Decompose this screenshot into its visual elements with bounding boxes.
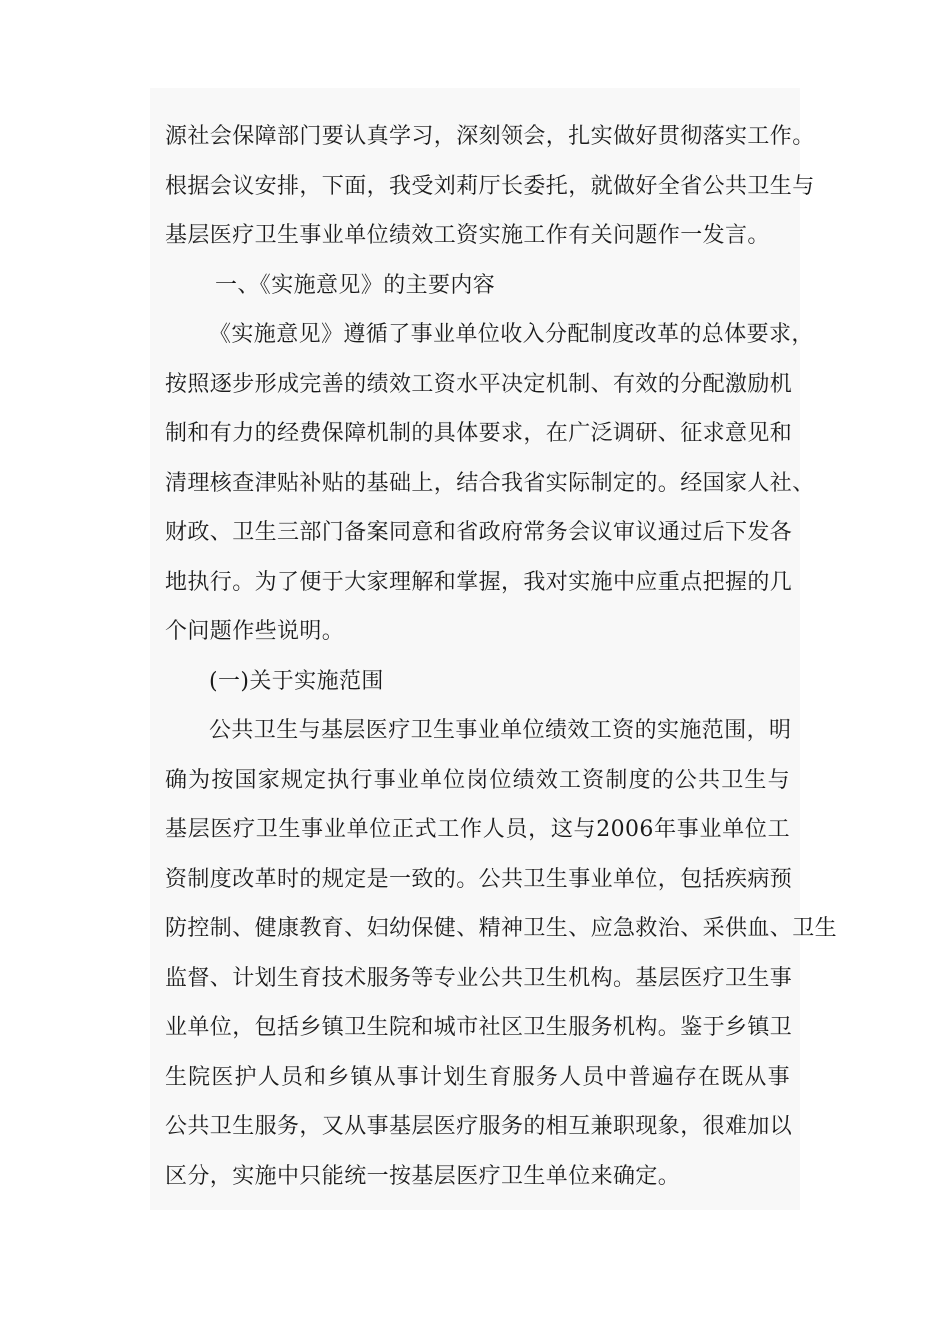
paragraph-line: 根据会议安排，下面，我受刘莉厅长委托，就做好全省公共卫生与	[165, 173, 815, 199]
paragraph-line: 制和有力的经费保障机制的具体要求，在广泛调研、征求意见和	[165, 421, 793, 446]
paragraph-line: 清理核查津贴补贴的基础上，结合我省实际制定的。经国家人社、	[165, 470, 815, 496]
paragraph-line: 《实施意见》遵循了事业单位收入分配制度改革的总体要求，	[209, 322, 814, 347]
paragraph-line: 生院医护人员和乡镇从事计划生育服务人员中普遍存在既从事	[165, 1064, 790, 1090]
paragraph-line: 确为按国家规定执行事业单位岗位绩效工资制度的公共卫生与	[165, 767, 790, 793]
paragraph-line: 公共卫生服务，又从事基层医疗服务的相互兼职现象，很难加以	[165, 1114, 793, 1139]
document-body	[165, 112, 838, 1201]
paragraph-line: 按照逐步形成完善的绩效工资水平决定机制、有效的分配激励机	[165, 371, 793, 397]
paragraph-line: 基层医疗卫生事业单位绩效工资实施工作有关问题作一发言。	[165, 223, 770, 248]
paragraph-line: 财政、卫生三部门备案同意和省政府常务会议审议通过后下发各	[165, 520, 793, 545]
paragraph-line: 地执行。为了便于大家理解和掌握，我对实施中应重点把握的几	[165, 569, 793, 595]
paragraph-line: 区分，实施中只能统一按基层医疗卫生单位来确定。	[165, 1163, 681, 1189]
paragraph-line: 防控制、健康教育、妇幼保健、精神卫生、应急救治、采供血、卫生	[165, 916, 838, 941]
paragraph-line: 业单位，包括乡镇卫生院和城市社区卫生服务机构。鉴于乡镇卫	[165, 1015, 793, 1040]
subsection-heading: (一)关于实施范围	[209, 668, 384, 694]
paragraph-line: 资制度改革时的规定是一致的。公共卫生事业单位，包括疾病预	[165, 866, 793, 892]
section-heading: 一、《实施意见》的主要内容	[215, 272, 496, 298]
paragraph-line: 个问题作些说明。	[165, 619, 345, 644]
paragraph-line: 公共卫生与基层医疗卫生事业单位绩效工资的实施范围，明	[209, 718, 792, 743]
paragraph-line: 基层医疗卫生事业单位正式工作人员，这与2006年事业单位工	[165, 817, 790, 842]
paragraph-line: 源社会保障部门要认真学习，深刻领会，扎实做好贯彻落实工作。	[165, 124, 815, 149]
paragraph-line: 监督、计划生育技术服务等专业公共卫生机构。基层医疗卫生事	[165, 965, 793, 991]
